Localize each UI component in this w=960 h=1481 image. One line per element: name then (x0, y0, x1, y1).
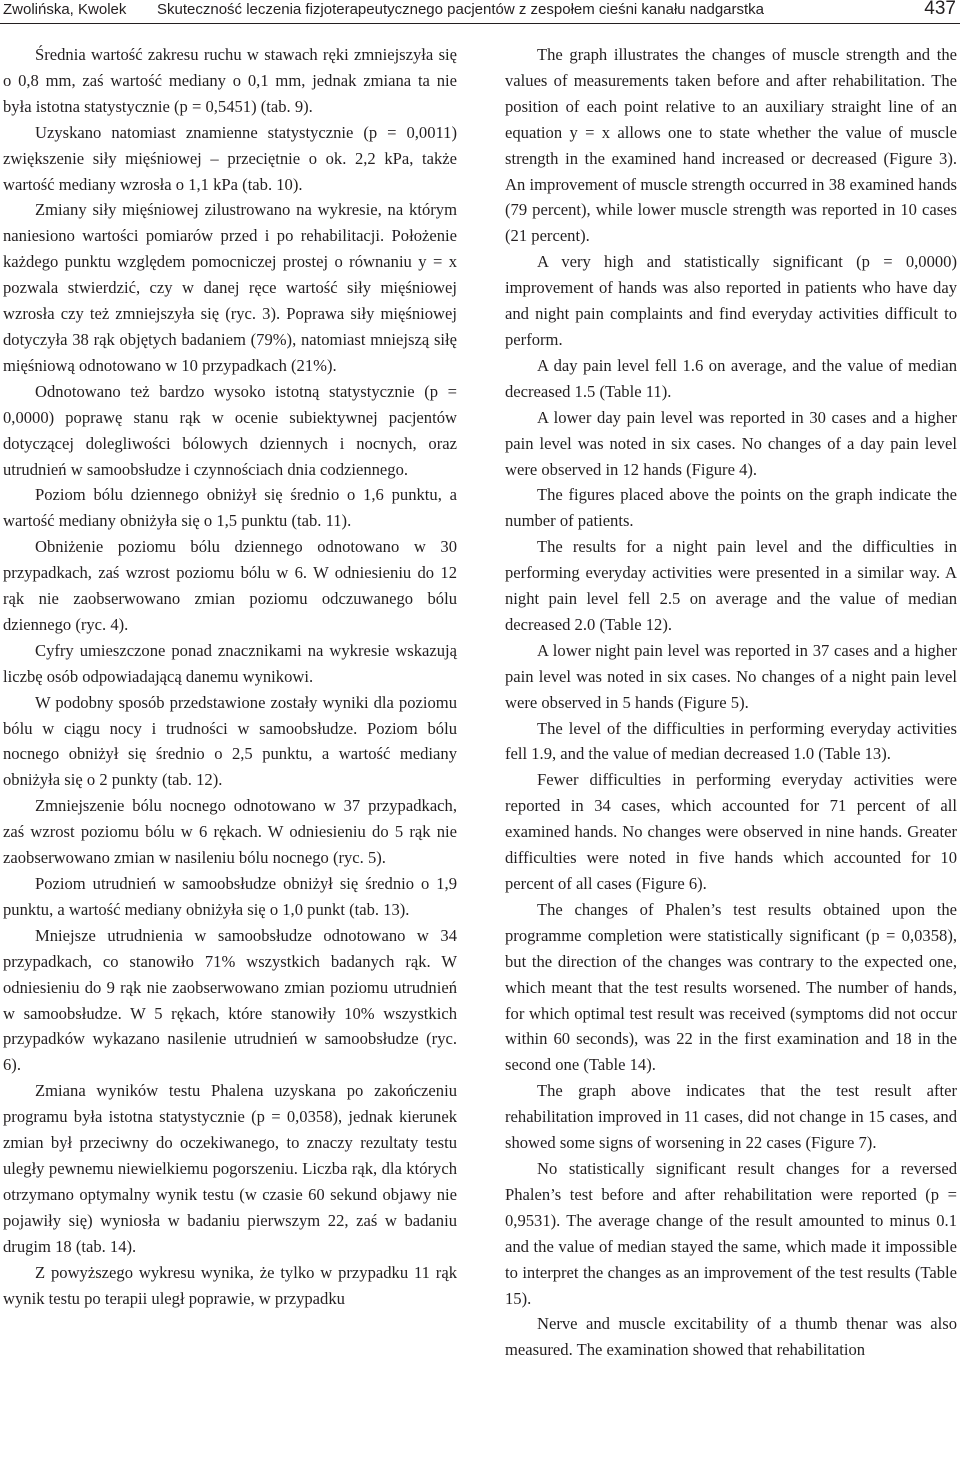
header-divider (0, 23, 960, 24)
paragraph: A very high and statistically significant (p = 0,0000) improvement of hands was also reported in patients who have day and night pain complaints and find everyday activities difficult to perform. (505, 252, 957, 349)
paragraph: Mniejsze utrudnienia w samoobsłudze odnotowano w 34 przypadkach, co stanowiło 71% wszystkich badanych rąk. W odniesieniu do 9 rąk nie zaobserwowano zmian poziomu utrudnień w samoobsłudze. W 5 rękach, które stanowiły 10% wszystkich przypadków wykazano nasilenie utrudnień w samoobsłudze (ryc. 6). (3, 925, 457, 1075)
left-column-polish-text (3, 42, 457, 1311)
paragraph: The level of the difficulties in performing everyday activities fell 1.9, and the value of median decreased 1.0 (Table 13). (505, 718, 957, 764)
paragraph: Obniżenie poziomu bólu dziennego odnotowano w 30 przypadkach, zaś wzrost poziomu bólu w 6. W odniesieniu do 12 rąk nie zaobserwowano zmian poziomu odczuwanego bólu dziennego (ryc. 4). (3, 537, 457, 634)
paragraph: Średnia wartość zakresu ruchu w stawach ręki zmniejszyła się o 0,8 mm, zaś wartość mediany o 0,1 mm, jednak zmiana ta nie była istotna statystycznie (p = 0,5451) (tab. 9). (3, 45, 457, 116)
paragraph: Zmniejszenie bólu nocnego odnotowano w 37 przypadkach, zaś wzrost poziomu bólu w 6 rękach. W odniesieniu do 5 rąk nie zaobserwowano zmian w nasileniu bólu nocnego (ryc. 5). (3, 796, 457, 868)
page-number: 437 (924, 0, 956, 19)
paragraph: No statistically significant result changes for a reversed Phalen’s test before and after rehabilitation were reported (p = 0,9531). The average change of the result amounted to minus 0.1 and the value of median stayed the same, which made it impossible to interpret the changes as an improvement of the test results (Table 15). (505, 1158, 957, 1308)
paragraph: Poziom utrudnień w samoobsłudze obniżył się średnio o 1,9 punktu, a wartość mediany obniżyła się o 1,0 punkt (tab. 13). (3, 874, 457, 919)
header-article-title: Skuteczność leczenia fizjoterapeutycznego pacjentów z zespołem cieśni kanału nadgarstka (157, 1, 765, 18)
paragraph: A lower day pain level was reported in 30 cases and a higher pain level was noted in six cases. No changes of a day pain level were observed in 12 hands (Figure 4). (505, 407, 957, 479)
paragraph: The graph illustrates the changes of muscle strength and the values of measurements taken before and after rehabilitation. The position of each point relative to an auxiliary straight line of an equation y = x allows one to state whether the value of muscle strength in the examined hand increased or decreased (Figure 3). An improvement of muscle strength occurred in 38 examined hands (79 percent), while lower muscle strength was reported in 10 cases (21 percent). (505, 45, 957, 246)
paragraph: A day pain level fell 1.6 on average, and the value of median decreased 1.5 (Table 11). (505, 355, 957, 401)
paragraph: The changes of Phalen’s test results obtained upon the programme completion were statistically significant (p = 0,0358), but the direction of the changes was contrary to the expected one, which meant that the test results worsened. The number of hands, for which optimal test result was received (symptoms did not occur within 60 seconds), was 22 in the first examination and 18 in the second one (Table 14). (505, 899, 957, 1075)
paragraph: W podobny sposób przedstawione zostały wyniki dla poziomu bólu w ciągu nocy i trudności w samoobsłudze. Poziom bólu nocnego obniżył się średnio o 2,5 punktu, a wartość mediany obniżyła się o 2 punkty (tab. 12). (3, 692, 457, 790)
paragraph: Nerve and muscle excitability of a thumb thenar was also measured. The examination showed that rehabilitation (505, 1314, 957, 1360)
paragraph: Uzyskano natomiast znamienne statystycznie (p = 0,0011) zwiększenie siły mięśniowej – przeciętnie o ok. 2,2 kPa, także wartość mediany wzrosła o 1,1 kPa (tab. 10). (3, 122, 457, 194)
paragraph: Zmiana wyników testu Phalena uzyskana po zakończeniu programu była istotna statystycznie (p = 0,0358), jednak kierunek zmian był przeciwny do oczekiwanego, to znaczy rezultaty testu uległy pewnemu niewielkiemu pogorszeniu. Liczba rąk, dla których otrzymano optymalny wynik testu (w czasie 60 sekund objawy nie pojawiły się) wyniosła w badaniu pierwszym 22, zaś w badaniu drugim 18 (tab. 14). (3, 1081, 457, 1256)
paragraph: Z powyższego wykresu wynika, że tylko w przypadku 11 rąk wynik testu po terapii uległ poprawie, w przypadku (3, 1262, 457, 1308)
header-authors: Zwolińska, Kwolek (3, 1, 127, 18)
paragraph: A lower night pain level was reported in 37 cases and a higher pain level was noted in six cases. No changes of a night pain level were observed in 5 hands (Figure 5). (505, 640, 957, 712)
right-column-english-text (505, 42, 957, 1363)
paragraph: Poziom bólu dziennego obniżył się średnio o 1,6 punktu, a wartość mediany obniżyła się o 1,5 punktu (tab. 11). (3, 485, 457, 531)
paragraph: The figures placed above the points on the graph indicate the number of patients. (505, 485, 957, 531)
paragraph: The results for a night pain level and the difficulties in performing everyday activities were presented in a similar way. A night pain level fell 2.5 on average and the value of median decreased 2.0 (Table 12). (505, 537, 957, 634)
paragraph: Zmiany siły mięśniowej zilustrowano na wykresie, na którym naniesiono wartości pomiarów przed i po rehabilitacji. Położenie każdego punktu względem pomocniczej prostej o równaniu y = x pozwala stwierdzić, czy w danej ręce wartość siły mięśniowej wzrosła czy też zmniejszyła się (ryc. 3). Poprawa siły mięśniowej dotyczyła 38 rąk objętych badaniem (79%), natomiast mniejszą siłę mięśniową odnotowano w 10 przypadkach (21%). (3, 200, 457, 375)
paragraph: Odnotowano też bardzo wysoko istotną statystycznie (p = 0,0000) poprawę stanu rąk w ocenie subiektywnej pacjentów dotyczącej dolegliwości bólowych dziennych i nocnych, oraz utrudnień w samoobsłudze i czynnościach dnia codziennego. (3, 381, 457, 479)
paragraph: Fewer difficulties in performing everyday activities were reported in 34 cases, which accounted for 71 percent of all examined hands. No changes were observed in nine hands. Greater difficulties were noted in five hands which accounted for 10 percent of all cases (Figure 6). (505, 770, 957, 893)
paragraph: The graph above indicates that the test result after rehabilitation improved in 11 cases, did not change in 15 cases, and showed some signs of worsening in 22 cases (Figure 7). (505, 1081, 957, 1153)
paragraph: Cyfry umieszczone ponad znacznikami na wykresie wskazują liczbę osób odpowiadającą danemu wynikowi. (3, 640, 457, 686)
